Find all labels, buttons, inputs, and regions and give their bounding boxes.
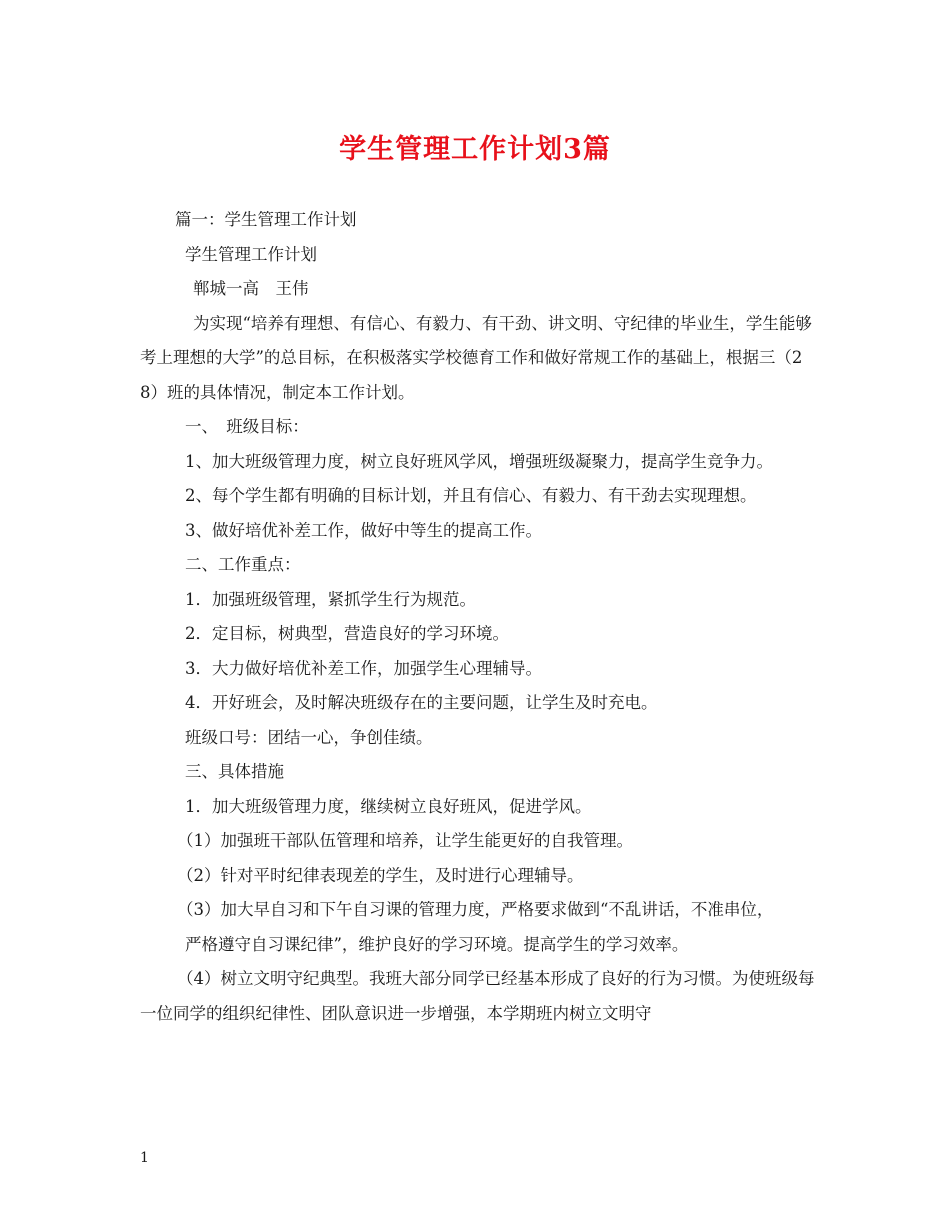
- measure-sub-item-3-continued: 严格遵守自习课纪律”，维护良好的学习环境。提高学生的学习效率。: [185, 934, 689, 954]
- author-line: 郸城一高 王伟: [193, 279, 309, 298]
- measure-sub-item-4: （4）树立文明守纪典型。我班大部分同学已经基本形成了良好的行为习惯。为使班级每一位同学的组织纪律性、团队意识进一步增强，本学期班内树立文明守: [140, 969, 815, 1023]
- focus-item-3: 3．大力做好培优补差工作，加强学生心理辅导。: [185, 658, 542, 678]
- heading-work-focus: 二、工作重点：: [185, 555, 301, 574]
- heading-class-goals: 一、 班级目标：: [185, 417, 309, 436]
- goal-item-1: 1、加大班级管理力度，树立良好班风学风，增强班级凝聚力，提高学生竞争力。: [185, 451, 773, 471]
- document-title: 学生管理工作计划3篇: [339, 134, 611, 165]
- goal-item-3: 3、做好培优补差工作，做好中等生的提高工作。: [185, 520, 542, 540]
- focus-item-4: 4．开好班会，及时解决班级存在的主要问题，让学生及时充电。: [185, 693, 658, 712]
- section-heading-part-one: 篇一：学生管理工作计划: [175, 210, 357, 229]
- measure-item-1: 1．加大班级管理力度，继续树立良好班风，促进学风。: [185, 796, 592, 816]
- page-number: 1: [140, 1150, 149, 1166]
- document-body: [140, 203, 820, 1031]
- focus-item-1: 1．加强班级管理，紧抓学生行为规范。: [185, 589, 476, 609]
- heading-measures: 三、具体措施: [185, 762, 284, 781]
- measure-sub-item-3: （3）加大早自习和下午自习课的管理力度，严格要求做到“不乱讲话，不准串位，: [177, 900, 774, 919]
- measure-sub-item-2: （2）针对平时纪律表现差的学生，及时进行心理辅导。: [177, 865, 584, 885]
- measure-sub-item-1: （1）加强班干部队伍管理和培养，让学生能更好的自我管理。: [177, 831, 633, 850]
- class-slogan: 班级口号：团结一心，争创佳绩。: [185, 727, 433, 747]
- focus-item-2: 2．定目标，树典型，营造良好的学习环境。: [185, 624, 509, 643]
- goal-item-2: 2、每个学生都有明确的目标计划，并且有信心、有毅力、有干劲去实现理想。: [185, 486, 757, 505]
- intro-paragraph: 为实现“培养有理想、有信心、有毅力、有干劲、讲文明、守纪律的毕业生，学生能够考上理想的大学”的总目标，在积极落实学校德育工作和做好常规工作的基础上，根据三（28）班的具体情况，制定本工作计划。: [140, 313, 812, 402]
- plan-subtitle: 学生管理工作计划: [185, 244, 317, 264]
